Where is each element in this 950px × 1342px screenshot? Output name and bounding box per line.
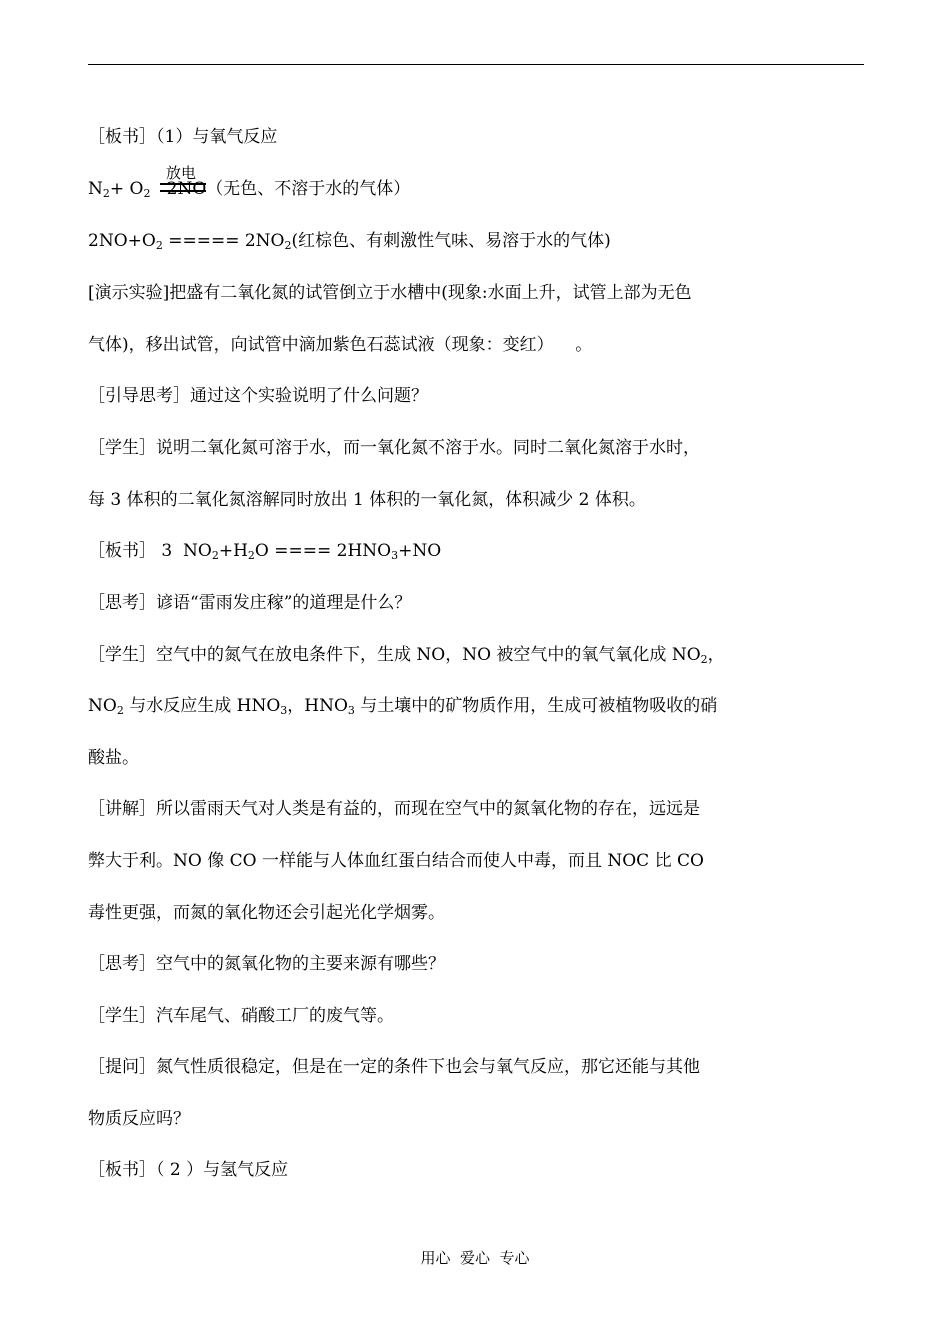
board-heading-hydrogen: ［板书］（ 2 ）与氢气反应 [88, 1160, 289, 1180]
equation-no2-h2o: ［板书］ 3 $NO_2+H_2O$ ==== $2HNO_3+NO$ [88, 541, 442, 562]
student-answer-2-line-3: 酸盐。 [88, 748, 139, 768]
reaction-condition: 放电 [166, 164, 197, 182]
student-answer-1-line-1: ［学生］说明二氧化氮可溶于水，而一氧化氮不溶于水。同时二氧化氮溶于水时， [88, 438, 700, 458]
student-answer-3: ［学生］汽车尾气、硝酸工厂的废气等。 [88, 1006, 394, 1026]
student-answer-2-line-1: ［学生］空气中的氮气在放电条件下，生成 NO，NO 被空气中的氧气氧化成 $NO_2$， [88, 645, 725, 666]
guided-thinking: ［引导思考］通过这个实验说明了什么问题？ [88, 386, 428, 406]
student-answer-1-line-2: 每 3 体积的二氧化氮溶解同时放出 1 体积的一氧化氮，体积减少 2 体积。 [88, 490, 646, 510]
thinking-sources: ［思考］空气中的氮氧化物的主要来源有哪些？ [88, 954, 445, 974]
question-line-1: ［提问］氮气性质很稳定，但是在一定的条件下也会与氧气反应，那它还能与其他 [88, 1057, 700, 1077]
board-heading-oxygen: ［板书］（1）与氧气反应 [88, 127, 278, 147]
header-rule [88, 64, 864, 65]
thinking-proverb: ［思考］谚语“雷雨发庄稼”的道理是什么？ [88, 593, 412, 613]
demo-experiment-line-1: [演示实验]把盛有二氧化氮的试管倒立于水槽中(现象:水面上升，试管上部为无色 [88, 283, 692, 303]
explanation-line-1: ［讲解］所以雷雨天气对人类是有益的，而现在空气中的氮氧化物的存在，远远是 [88, 799, 700, 819]
student-answer-2-line-2: $NO_2$ 与水反应生成 $HNO_3$，$HNO_3$ 与土壤中的矿物质作用，生成可被植物吸收的硝 [88, 696, 718, 717]
explanation-line-2: 弊大于利。NO 像 CO 一样能与人体血红蛋白结合而使人中毒，而且 NOC 比 CO [88, 851, 704, 871]
demo-experiment-line-2: 气体)，移出试管，向试管中滴加紫色石蕊试液（现象：变红） 。 [88, 335, 593, 355]
equation-n2-o2: $N_2+ O_2$ 2NO（无色、不溶于水的气体） [88, 179, 411, 200]
equation-no-o2: $2NO+O_2$ ===== $2NO_2$(红棕色、有刺激性气味、易溶于水的气体) [88, 231, 611, 252]
explanation-line-3: 毒性更强，而氮的氧化物还会引起光化学烟雾。 [88, 903, 445, 923]
page-footer: 用心 爱心 专心 [420, 1249, 530, 1267]
question-line-2: 物质反应吗？ [88, 1109, 190, 1129]
